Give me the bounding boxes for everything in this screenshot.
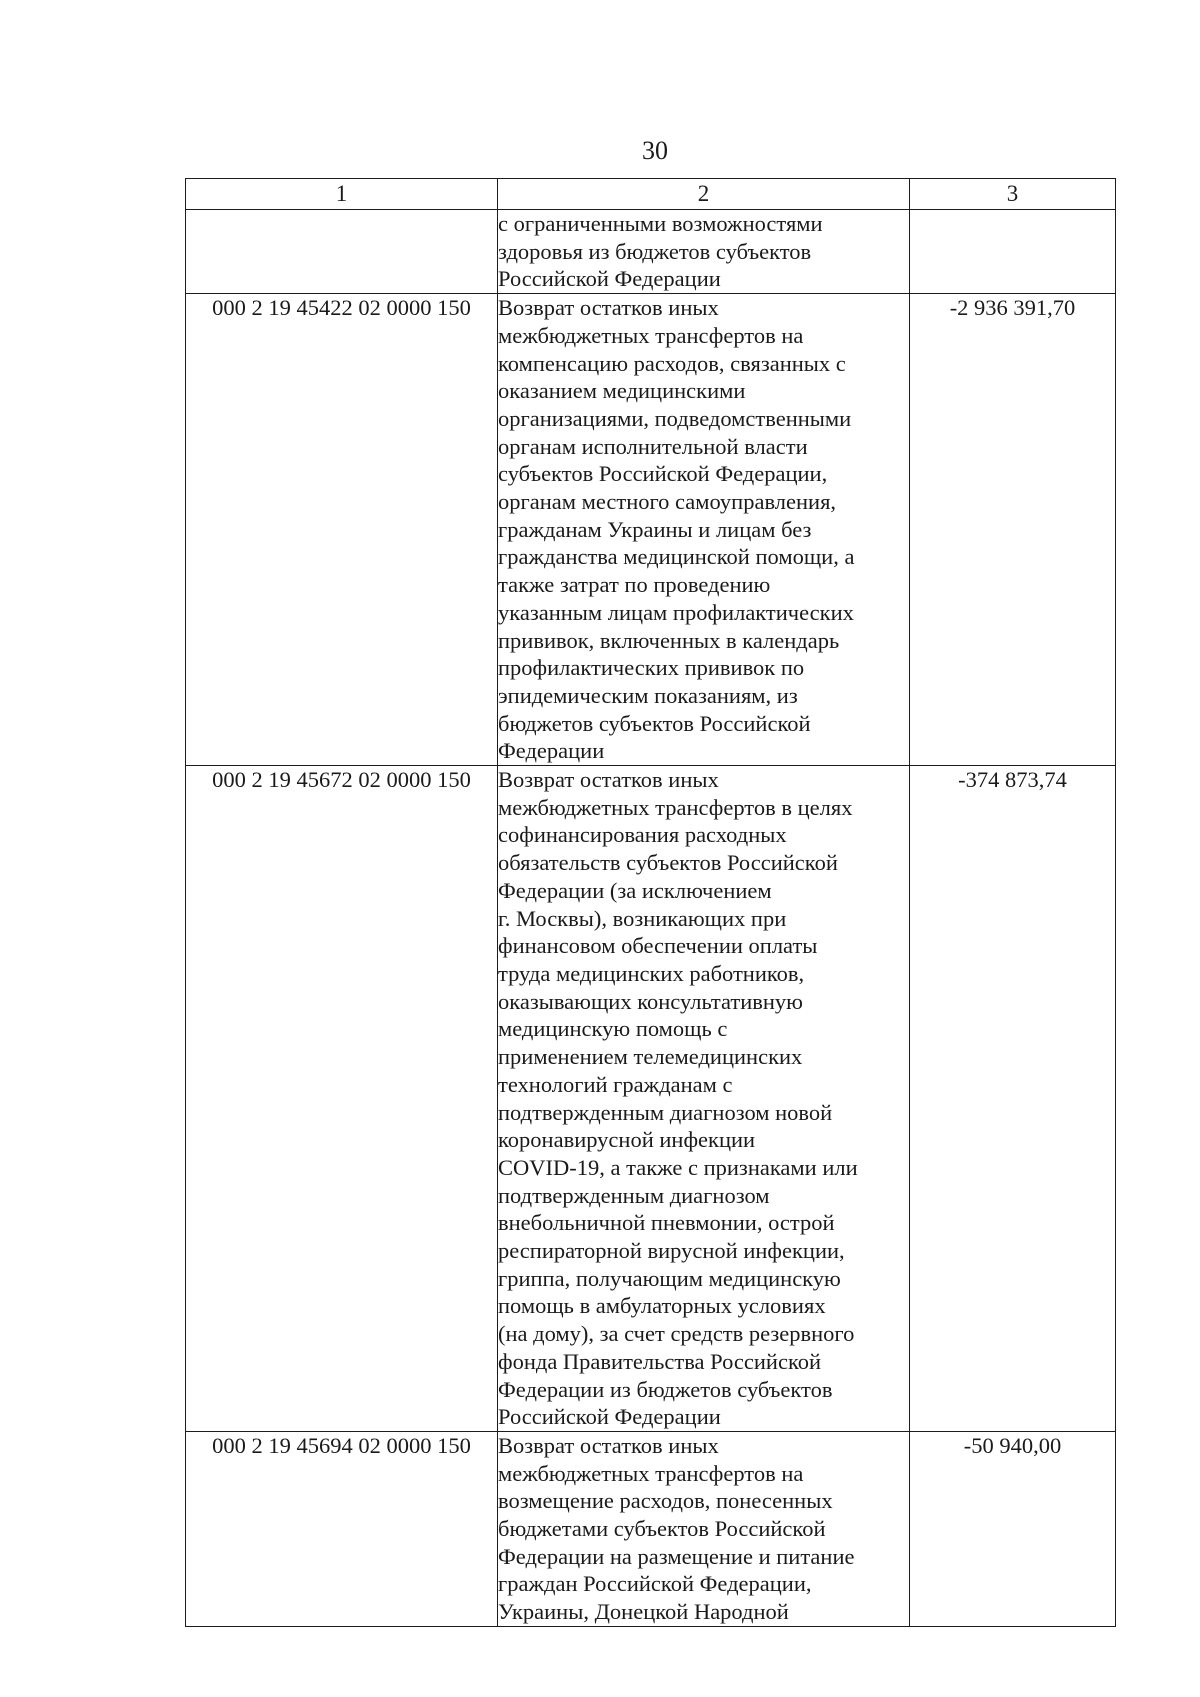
column-header-2: 2 xyxy=(498,179,910,210)
budget-code-cell xyxy=(186,210,498,294)
description-line: межбюджетных трансфертов на xyxy=(498,322,804,348)
description-line: гражданам Украины и лицам без xyxy=(498,516,812,542)
description-line: подтвержденным диагнозом новой xyxy=(498,1099,833,1125)
description-cell xyxy=(498,294,910,766)
description-line: обязательств субъектов Российской xyxy=(498,850,838,876)
description-line: помощь в амбулаторных условиях xyxy=(498,1293,826,1319)
description-line: межбюджетных трансфертов в целях xyxy=(498,794,853,820)
description-line: Возврат остатков иных xyxy=(498,1432,719,1458)
description-line: внебольничной пневмонии, острой xyxy=(498,1210,835,1236)
description-line: эпидемическим показаниям, из xyxy=(498,682,798,708)
description-line: Федерации из бюджетов субъектов xyxy=(498,1376,833,1402)
description-line: оказанием медицинскими xyxy=(498,378,746,404)
page-number: 30 xyxy=(642,136,668,165)
description-line: гражданства медицинской помощи, а xyxy=(498,544,855,570)
budget-code-cell: 000 2 19 45422 02 0000 150 xyxy=(186,294,498,766)
budget-code-cell: 000 2 19 45672 02 0000 150 xyxy=(186,766,498,1432)
description-line: компенсацию расходов, связанных с xyxy=(498,350,846,376)
description-line: также затрат по проведению xyxy=(498,572,771,598)
amount-cell: -50 940,00 xyxy=(910,1431,1116,1626)
description-line: коронавирусной инфекции xyxy=(498,1127,756,1153)
description-line: Федерации (за исключением xyxy=(498,877,772,903)
table-row xyxy=(186,210,1116,294)
budget-table xyxy=(185,178,1116,1627)
description-line: граждан Российской Федерации, xyxy=(498,1571,812,1597)
description-line: организациями, подведомственными xyxy=(498,405,852,431)
description-line: бюджетов субъектов Российской xyxy=(498,710,811,736)
amount-cell xyxy=(910,210,1116,294)
description-line: возмещение расходов, понесенных xyxy=(498,1488,833,1514)
description-line: финансовом обеспечении оплаты xyxy=(498,933,818,959)
description-line: софинансирования расходных xyxy=(498,822,787,848)
description-cell xyxy=(498,210,910,294)
description-line: применением телемедицинских xyxy=(498,1044,803,1070)
table-row xyxy=(186,294,1116,766)
description-line: бюджетами субъектов Российской xyxy=(498,1516,826,1542)
description-cell xyxy=(498,766,910,1432)
description-line: профилактических прививок по xyxy=(498,655,805,681)
table-header-row xyxy=(186,179,1116,210)
description-line: Федерации на размещение и питание xyxy=(498,1543,855,1569)
description-line: с ограниченными возможностями xyxy=(498,211,823,236)
description-line: органам местного самоуправления, xyxy=(498,489,837,515)
description-line: фонда Правительства Российской xyxy=(498,1348,822,1374)
description-line: гриппа, получающим медицинскую xyxy=(498,1265,841,1291)
description-line: подтвержденным диагнозом xyxy=(498,1182,770,1208)
description-line: Украины, Донецкой Народной xyxy=(498,1599,789,1625)
budget-code-cell: 000 2 19 45694 02 0000 150 xyxy=(186,1431,498,1626)
table-row xyxy=(186,766,1116,1432)
description-cell xyxy=(498,1431,910,1626)
amount-cell: -2 936 391,70 xyxy=(910,294,1116,766)
description-line: COVID-19, а также с признаками или xyxy=(498,1154,858,1180)
description-line: Федерации xyxy=(498,738,605,764)
description-line: Возврат остатков иных xyxy=(498,767,719,793)
description-line: органам исполнительной власти xyxy=(498,433,808,459)
description-line: оказывающих консультативную xyxy=(498,988,803,1014)
description-line: (на дому), за счет средств резервного xyxy=(498,1321,855,1347)
description-line: прививок, включенных в календарь xyxy=(498,627,840,653)
description-line: Российской Федерации xyxy=(498,266,721,292)
description-line: медицинскую помощь с xyxy=(498,1016,728,1042)
table-row xyxy=(186,1431,1116,1626)
description-line: Возврат остатков иных xyxy=(498,295,719,321)
description-line: Российской Федерации xyxy=(498,1404,721,1430)
description-line: респираторной вирусной инфекции, xyxy=(498,1238,845,1264)
description-line: здоровья из бюджетов субъектов xyxy=(498,238,812,264)
description-line: технологий гражданам с xyxy=(498,1071,733,1097)
description-line: межбюджетных трансфертов на xyxy=(498,1460,804,1486)
description-line: г. Москвы), возникающих при xyxy=(498,905,787,931)
column-header-1: 1 xyxy=(186,179,498,210)
column-header-3: 3 xyxy=(910,179,1116,210)
table-body xyxy=(186,179,1116,1627)
amount-cell: -374 873,74 xyxy=(910,766,1116,1432)
description-line: указанным лицам профилактических xyxy=(498,599,854,625)
description-line: субъектов Российской Федерации, xyxy=(498,461,828,487)
description-line: труда медицинских работников, xyxy=(498,960,805,986)
